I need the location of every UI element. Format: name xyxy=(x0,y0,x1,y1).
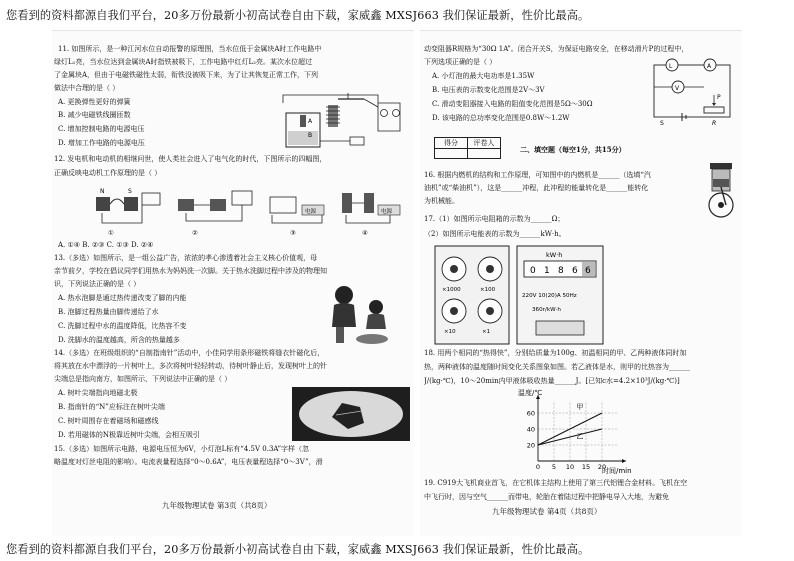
q19-line-1: 19. C919大飞机商业首飞，在它机体主结构上使用了第三代铝锂合金材料。飞机在空 xyxy=(424,479,688,487)
q11-line-1: 11. 如图所示，是一种江河水位自动报警的原理图，当水位低于金属块A时工作电路中 xyxy=(58,45,322,53)
temperature-time-chart xyxy=(516,387,646,477)
q15-line-1: 15.（多选）如图所示电路，电源电压恒为6V，小灯泡L标有“4.5V 0.3A”字样（忽 xyxy=(54,445,310,453)
meter-spec-1: 220V 10(20)A 50Hz xyxy=(522,293,577,299)
q15-line-2: 略温度对灯丝电阻的影响）。电流表量程选择“0～0.6A”，电压表量程选择“0～3V”，滑 xyxy=(54,458,323,466)
grader-blank-cell xyxy=(468,149,501,159)
dial-x1: ×1 xyxy=(482,329,491,335)
exam-page-3 xyxy=(52,30,414,536)
meter-digit: 0 xyxy=(530,266,536,276)
q13-line-2: 亲节前夕，学校在倡议同学们用热水为妈妈洗一次脚。关于热水洗脚过程中涉及的物理知 xyxy=(54,267,327,275)
series-label-jia: 甲 xyxy=(576,403,584,411)
q15-option-d: D. 该电路的总功率变化范围是0.8W～1.2W xyxy=(432,114,570,122)
q11-line-3: 了金属块A，但由于电磁铁磁性太弱，衔铁没被吸下来，为了让其恢复正常工作，下列 xyxy=(54,71,319,79)
q18-line-2: 热，两种液体的温度随时间变化关系图象如图。若乙液体是水，则甲的比热容为______ xyxy=(424,363,690,371)
q13-line-3: 识，下列说法正确的是（ ） xyxy=(54,280,141,288)
meter-digit: 8 xyxy=(558,266,564,276)
q15-option-c: C. 滑动变阻器接入电路的阻值变化范围是5Ω～30Ω xyxy=(432,100,593,108)
x-tick-label: 0 xyxy=(535,463,541,471)
grader-cell: 评卷人 xyxy=(468,138,501,149)
water-alarm-circuit-figure xyxy=(278,91,408,153)
switch-label: S xyxy=(660,120,664,127)
motor-generator-figures xyxy=(82,179,402,237)
meter-unit: kW·h xyxy=(546,251,563,259)
meter-spec-2: 360r/kW·h xyxy=(532,307,561,313)
x-tick-label: 10 xyxy=(565,463,575,471)
q18-line-1: 18. 用两个相同的“热得快”，分别给质量为100g、初温相同的甲、乙两种液体同时加 xyxy=(424,349,687,357)
q14-line-3: 尖端总是指向南方，如图所示，下列说法中正确的是（ ） xyxy=(54,375,232,383)
label-b: B xyxy=(308,132,313,139)
q16-line-1: 16. 根据内燃机的结构和工作原理，可知图中的内燃机是______（选填“汽 xyxy=(424,171,651,179)
q15-cont-line-2: 下列选项正确的是（ ） xyxy=(424,58,497,66)
q11-line-2: 绿灯L₁亮，当水位达到金属块A时指铁被吸下，工作电路中红灯L₂亮。某次水位超过 xyxy=(54,58,312,66)
chart-y-label: 温度/℃ xyxy=(518,389,543,397)
magnet-n-label: N xyxy=(100,188,105,195)
rheostat-label: R xyxy=(712,120,717,127)
resistance-box-figure xyxy=(434,245,510,345)
chart-x-label: 时间/min xyxy=(602,467,632,475)
section-2-title: 二、填空题（每空1分，共15分） xyxy=(520,145,626,154)
y-tick-label: 40 xyxy=(526,425,535,434)
q12-line-1: 12. 发电机和电动机的相继问世，使人类社会进入了电气化的时代，下图所示的四幅图， xyxy=(54,155,327,163)
score-blank-cell xyxy=(435,149,468,159)
q15-cont-line-1: 动变阻器R规格为“30Ω 1A”。闭合开关S，为保证电路安全，在移动滑片P的过程中， xyxy=(424,45,689,53)
ammeter-label: A xyxy=(707,63,712,70)
q13-line-1: 13.（多选）如图所示，是一组公益广告，浓浓的孝心渗透着社会主义核心价值观，母 xyxy=(54,254,318,262)
fig-1-label: ① xyxy=(108,229,114,237)
q11-line-4: 做法中合理的是（ ） xyxy=(54,84,120,92)
q15-option-a: A. 小灯泡的最大电功率是1.35W xyxy=(432,72,535,80)
q11-option-b: B. 减少电磁铁线圈匝数 xyxy=(58,111,131,119)
page-3-footer: 九年级物理试卷 第3页（共8页） xyxy=(162,501,272,510)
y-tick-label: 60 xyxy=(526,409,535,418)
x-tick-label: 5 xyxy=(551,463,557,471)
page-4-footer: 九年级物理试卷 第4页（共8页） xyxy=(492,507,602,516)
fig-4-label: ④ xyxy=(362,229,368,237)
meter-digit: 6 xyxy=(585,266,591,276)
score-table xyxy=(434,137,501,159)
q11-option-a: A. 更换弹性更好的弹簧 xyxy=(58,98,131,106)
q14-option-d: D. 若用磁体的N极靠近树叶尖端，会相互吸引 xyxy=(58,431,200,439)
chart-ticks xyxy=(527,410,606,472)
x-tick-label: 20 xyxy=(597,463,607,471)
q14-option-b: B. 指南针的“N”应标注在树叶尖端 xyxy=(58,403,165,411)
q15-option-b: B. 电压表的示数变化范围是2V～3V xyxy=(432,86,545,94)
q19-line-2: 中飞行时，因与空气______而带电，轮胎在着陆过程中把静电导入大地，为避免 xyxy=(424,493,669,501)
q18-line-3: J/(kg·℃)，10～20min内甲液体吸收热量______J。[已知c水=4.2×10³J/(kg·℃)] xyxy=(424,377,680,385)
meter-digit-window xyxy=(524,261,596,277)
dial-x1000: ×1000 xyxy=(442,287,461,293)
voltmeter-label: V xyxy=(675,85,680,92)
meter-digit: 6 xyxy=(572,266,578,276)
dial-x10: ×10 xyxy=(444,329,456,335)
q12-options: A. ①④ B. ②③ C. ①③ D. ②④ xyxy=(58,241,154,249)
fig-2-label: ② xyxy=(192,229,198,237)
power-label-4: 电源 xyxy=(381,209,393,215)
bottom-promo-banner: 您看到的资料都源自我们平台，20多万份最新小初高试卷自由下载，家威鑫 MXSJ663 我们保证最新，性价比最高。 xyxy=(6,543,590,556)
dial-x100: ×100 xyxy=(480,287,496,293)
exam-page-4 xyxy=(420,30,742,536)
x-tick-label: 15 xyxy=(581,463,591,471)
top-promo-banner: 您看到的资料都源自我们平台，20多万份最新小初高试卷自由下载，家威鑫 MXSJ663 我们保证最新，性价比最高。 xyxy=(6,9,590,22)
q11-option-d: D. 增加工作电路的电源电压 xyxy=(58,139,145,147)
q14-option-c: C. 树叶周围存在着磁场和磁感线 xyxy=(58,417,159,425)
series-label-yi: 乙 xyxy=(576,432,584,441)
q13-option-c: C. 洗脚过程中水的温度降低，比热容不变 xyxy=(58,322,187,330)
q16-line-3: 为机械能。 xyxy=(424,197,459,205)
fig-3-label: ③ xyxy=(290,229,296,237)
q11-option-c: C. 增加控制电路的电源电压 xyxy=(58,125,145,133)
q16-line-2: 油机”或“柴油机”），这是______冲程，此冲程的能量转化是______能转化 xyxy=(424,184,649,192)
q15-circuit-diagram xyxy=(646,57,738,127)
x-axis-arrow xyxy=(622,459,626,463)
q17-line-1: 17.（1）如图所示电阻箱的示数为______Ω； xyxy=(424,215,565,223)
q12-line-2: 正确反映电动机工作原理的是（ ） xyxy=(54,169,162,177)
q17-line-2: （2）如图所示电能表的示数为______kW·h。 xyxy=(424,230,566,238)
q13-option-a: A. 热水泡脚是通过热传递改变了脚的内能 xyxy=(58,294,187,302)
power-label-3: 电源 xyxy=(305,209,317,215)
foot-washing-illustration xyxy=(322,281,402,347)
q14-option-a: A. 树叶尖端指向地磁北极 xyxy=(58,389,138,397)
q13-option-b: B. 泡脚过程热量由脚传递给了水 xyxy=(58,308,159,316)
energy-meter-figure xyxy=(516,245,604,345)
leaf-compass-photo xyxy=(292,387,410,441)
engine-cylinder-figure xyxy=(702,161,740,223)
lamp-label: L xyxy=(669,63,673,70)
magnet-s-label: S xyxy=(128,188,132,195)
q14-line-2: 将其放在水中漂浮的一片树叶上，多次将树叶轻轻转动，待树叶静止后，发现树叶上的针 xyxy=(54,362,327,370)
label-a: A xyxy=(308,118,313,125)
y-tick-label: 20 xyxy=(526,441,535,450)
slider-p-label: P xyxy=(717,94,721,101)
q14-line-1: 14.（多选）在班级组织的“自制指南针”活动中，小佳同学用条形磁铁将缝衣针磁化后， xyxy=(54,349,325,357)
q13-option-d: D. 洗脚水的温度越高，所含的热量越多 xyxy=(58,336,180,344)
score-cell: 得分 xyxy=(435,138,468,149)
meter-digit: 1 xyxy=(544,266,550,276)
